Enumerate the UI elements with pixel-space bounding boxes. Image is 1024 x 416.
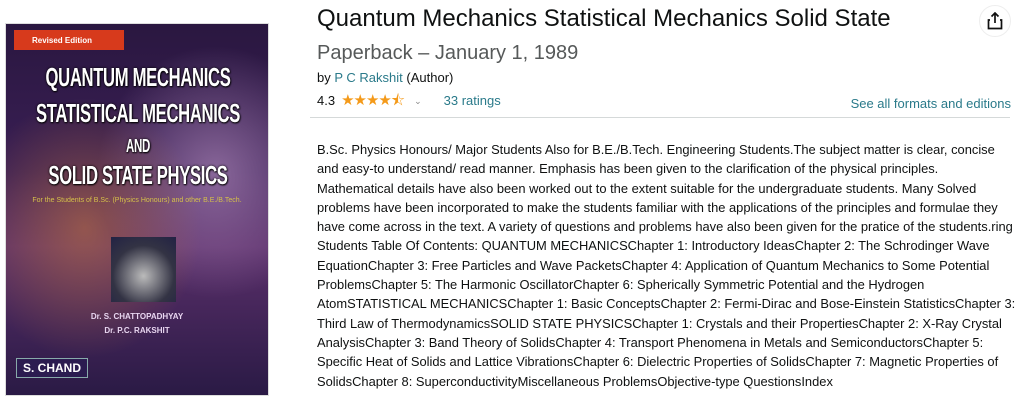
- author-role: (Author): [406, 70, 454, 85]
- product-format: Paperback – January 1, 1989: [317, 42, 579, 64]
- author-link[interactable]: P C Rakshit: [334, 70, 403, 85]
- share-button[interactable]: [979, 5, 1011, 37]
- cover-title-line: STATISTICAL MECHANICS: [35, 98, 241, 128]
- see-all-formats-link[interactable]: See all formats and editions: [850, 96, 1011, 111]
- cover-subtitle: For the Students of B.Sc. (Physics Honours) and other B.E./B.Tech.: [32, 197, 242, 204]
- cover-title-line: SOLID STATE PHYSICS: [48, 160, 228, 190]
- share-icon: [987, 12, 1003, 30]
- cover-title-line: AND: [126, 136, 150, 156]
- star-rating-icon[interactable]: ★★★★⯪: [341, 92, 405, 109]
- cover-author: Dr. S. CHATTOPADHYAY: [90, 312, 184, 321]
- edition-band: [14, 30, 124, 50]
- cover-illustration: [111, 237, 176, 302]
- by-label: by: [317, 70, 331, 85]
- ratings-count-link[interactable]: 33 ratings: [443, 93, 501, 108]
- rating-value: 4.3: [317, 93, 336, 108]
- product-title: Quantum Mechanics Statistical Mechanics Solid State: [317, 5, 891, 32]
- byline: [317, 70, 453, 86]
- book-cover-image[interactable]: [5, 23, 269, 396]
- cover-author: Dr. P.C. RAKSHIT: [104, 326, 170, 335]
- cover-title-line: QUANTUM MECHANICS: [45, 62, 231, 92]
- edition-label: Revised Edition: [32, 36, 93, 45]
- cover-publisher: S. CHAND: [16, 358, 88, 378]
- rating-row: [317, 92, 501, 110]
- divider: [310, 117, 1010, 118]
- chevron-down-icon[interactable]: ⌄: [414, 96, 422, 106]
- product-description: B.Sc. Physics Honours/ Major Students Also for B.E./B.Tech. Engineering Students.The subject matter is clear, concise and easy-to understand/ read manner. Emphasis has been given to the clarification of the physical principles. Mathematical details have also been worked out to the extent suitable for the undergraduate students. Many Solved problems have been incorporated to make the students familiar with the applications of the principles and formulae they have come across in the text. A variety of questions and problems have also been given for the pratice of the students.ring Students Table Of Contents: QUANTUM MECHANICSChapter 1: Introductory IdeasChapter 2: The Schrodinger Wave EquationChapter 3: Free Particles and Wave PacketsChapter 4: Application of Quantum Mechanics to Some Potential ProblemsChapter 5: The Harmonic OscillatorChapter 6: Spherically Symmetric Potential and the Hydrogen AtomSTATISTICAL MECHANICSChapter 1: Basic ConceptsChapter 2: Fermi-Dirac and Bose-Einstein StatisticsChapter 3: Third Law of ThermodynamicsSOLID STATE PHYSICSChapter 1: Crystals and their PropertiesChapter 2: X-Ray Crystal AnalysisChapter 3: Band Theory of SolidsChapter 4: Transport Phenomena in Metals and SemiconductorsChapter 5: Specific Heat of Solids and Lattice VibrationsChapter 6: Dielectric Properties of SolidsChapter 7: Magnetic Properties of SolidsChapter 8: SuperconductivityMiscellaneous ProblemsObjective-type QuestionsIndex: [317, 142, 1016, 389]
